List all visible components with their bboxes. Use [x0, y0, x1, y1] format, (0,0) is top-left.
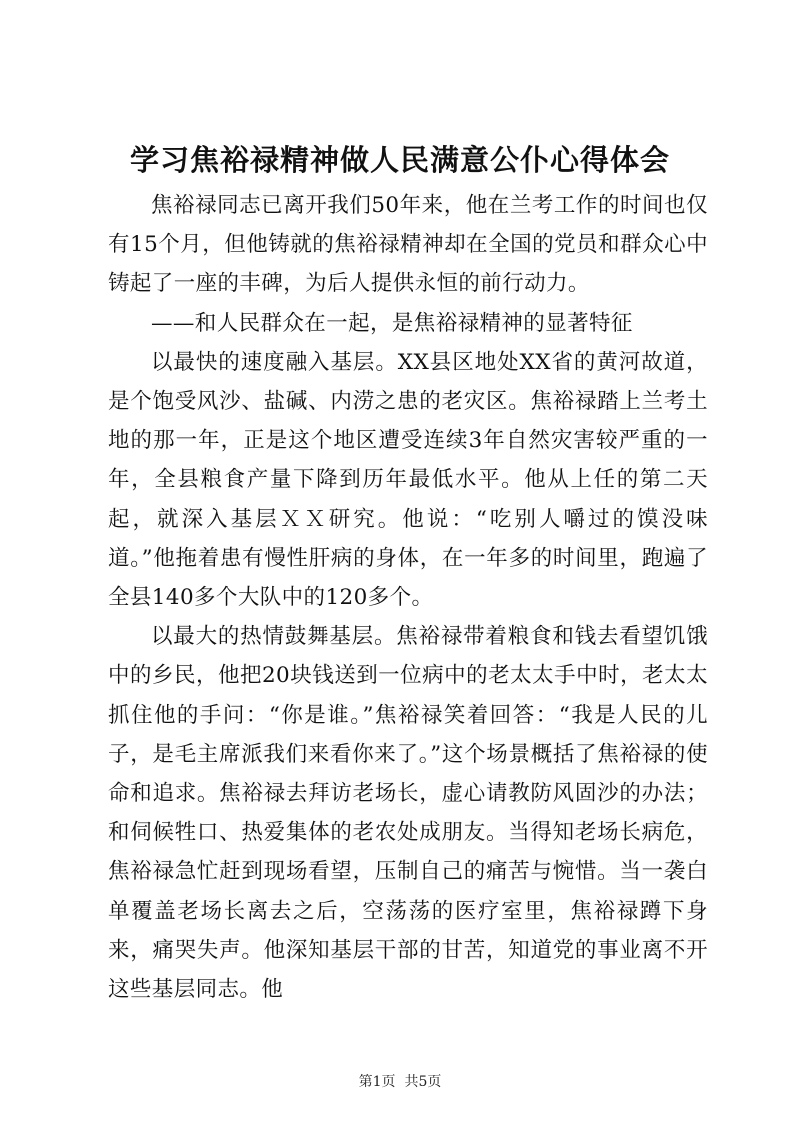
page-number: 第1页 — [358, 1074, 396, 1090]
document-title: 学习焦裕禄精神做人民满意公仆心得体会 — [129, 143, 670, 177]
page-footer — [0, 1072, 800, 1092]
paragraph-grassroots-speed: 以最快的速度融入基层。XX县区地处XX省的黄河故道，是个饱受风沙、盐碱、内涝之患的老灾区。焦裕禄踏上兰考土地的那一年，正是这个地区遭受连续3年自然灾害较严重的一年，全县粮食产量下降到历年最低水平。他从上任的第二天起，就深入基层ＸＸ研究。他说：“吃别人嚼过的馍没味道。”他拖着患有慢性肝病的身体，在一年多的时间里，跑遍了全县140多个大队中的120多个。 — [108, 349, 708, 611]
section-heading: ——和人民群众在一起，是焦裕禄精神的显著特征 — [151, 310, 633, 336]
paragraph-grassroots-enthusiasm: 以最大的热情鼓舞基层。焦裕禄带着粮食和钱去看望饥饿中的乡民，他把20块钱送到一位病中的老太太手中时，老太太抓住他的手问：“你是谁。”焦裕禄笑着回答：“我是人民的儿子，是毛主席派我们来看你来了。”这个场景概括了焦裕禄的使命和追求。焦裕禄去拜访老场长，虚心请教防风固沙的办法；和伺候牲口、热爱集体的老农处成朋友。当得知老场长病危，焦裕禄急忙赶到现场看望，压制自己的痛苦与惋惜。当一袭白单覆盖老场长离去之后，空荡荡的医疗室里，焦裕禄蹲下身来，痛哭失声。他深知基层干部的甘苦，知道党的事业离不开这些基层同志。他 — [108, 624, 708, 1003]
page-total: 共5页 — [404, 1074, 442, 1090]
document-body — [108, 186, 708, 1009]
paragraph-intro: 焦裕禄同志已离开我们50年来，他在兰考工作的时间也仅有15个月，但他铸就的焦裕禄精神却在全国的党员和群众心中铸起了一座的丰碑，为后人提供永恒的前行动力。 — [108, 193, 708, 297]
